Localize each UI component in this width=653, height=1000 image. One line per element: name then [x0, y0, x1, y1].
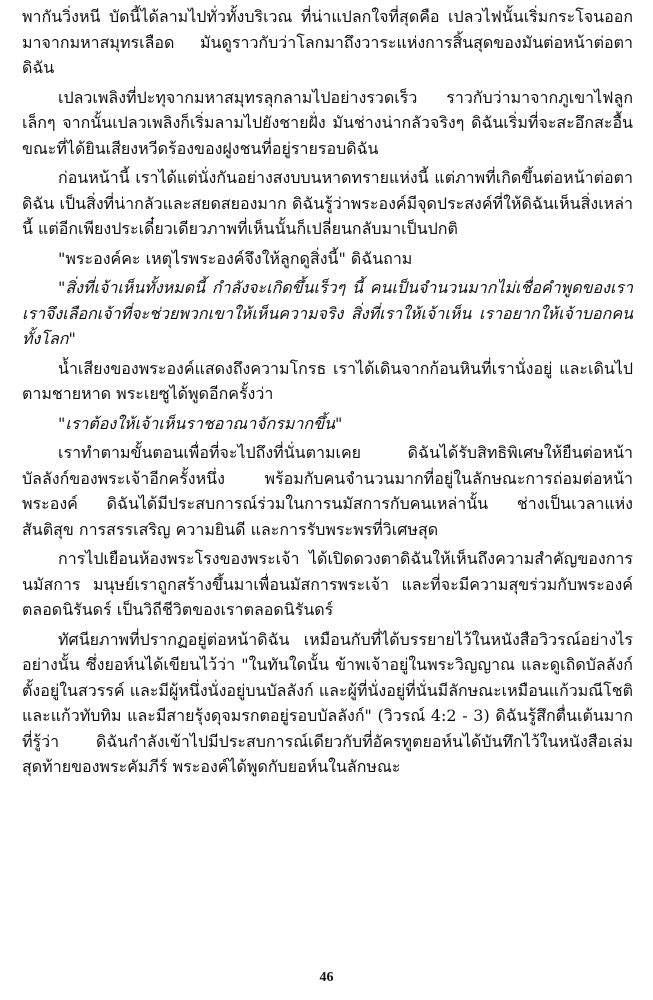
- paragraph-kingdom-quote: "เราต้องให้เจ้าเห็นราชอาณาจักรมากขึ้น": [58, 413, 343, 433]
- page-number: 46: [319, 970, 334, 985]
- paragraph-question: "พระองค์คะ เหตุไรพระองค์จึงให้ลูกดูสิ่งนี้" ดิฉันถาม: [58, 248, 413, 268]
- paragraph-worship: การไปเยือนห้องพระโรงของพระเจ้า ได้เปิดดวงตาดิฉันให้เห็นถึงความสำคัญของการนมัสการ มนุษย์เราถูกสร้างขึ้นมาเพื่อนมัสการพระเจ้า และที่จะมีความสุขร่วมกับพระองค์ตลอดนิรันดร์ เป็นวิถีชีวิตของเราตลอดนิรันดร์: [22, 549, 633, 619]
- paragraph-before-throne: เราทำตามขั้นตอนเพื่อที่จะไปถึงที่นั่นตามเคย ดิฉันได้รับสิทธิพิเศษให้ยืนต่อหน้าบัลลังก์ของพระเจ้าอีกครั้งหนึ่ง พร้อมกับคนจำนวนมากที่อยู่ในลักษณะการถ่อมต่อหน้าพระองค์ ดิฉันได้มีประสบการณ์ร่วมในการนมัสการกับคนเหล่านั้น ช่างเป็นเวลาแห่งสันติสุข การสรรเสริญ ความยินดี และการรับพระพรที่วิเศษสุด: [22, 443, 633, 539]
- paragraph-jesus-answer: "สิ่งที่เจ้าเห็นทั้งหมดนี้ กำลังจะเกิดขึ้นเร็วๆ นี้ คนเป็นจำนวนมากไม่เชื่อคำพูดของเรา เราจึงเลือกเจ้าที่จะช่วยพวกเขาให้เห็นความจริง สิ่งที่เราให้เจ้าเห็น เราอยากให้เจ้าบอกคนทั้งโลก": [22, 278, 633, 348]
- paragraph-fire-spreading: พากันวิ่งหนี บัดนี้ได้ลามไปทั่วทั้งบริเวณ ที่น่าแปลกใจที่สุดคือ เปลวไฟนั้นเริ่มกระโจนออกมาจากมหาสมุทรเลือด มันดูราวกับว่าโลกมาถึงวาระแห่งการสิ้นสุดของมันต่อหน้าต่อตาดิฉัน: [22, 7, 633, 77]
- paragraph-flames-from-ocean: เปลวเพลิงที่ปะทุจากมหาสมุทรลุกลามไปอย่างรวดเร็ว ราวกับว่ามาจากภูเขาไฟลูกเล็กๆ จากนั้นเปลวเพลิงก็เริ่มลามไปยังชายฝั่ง มันช่างน่ากลัวจริงๆ ดิฉันเริ่มที่จะสะอึกสะอื้น ขณะที่ได้ยินเสียงหวีดร้องของฝูงชนที่อยู่รายรอบดิฉัน: [22, 87, 633, 158]
- paragraph-revelation: ทัศนียภาพที่ปรากฏอยู่ต่อหน้าดิฉัน เหมือนกับที่ได้บรรยายไว้ในหนังสือวิวรณ์อย่างไรอย่างนั้น ซึ่งยอห์นได้เขียนไว้ว่า "ในทันใดนั้น ข้าพเจ้าอยู่ในพระวิญญาณ และดูเถิดบัลลังก์ตั้งอยู่ในสวรรค์ และมีผู้หนึ่งนั่งอยู่บนบัลลังก์ และผู้ที่นั่งอยู่ที่นั่นมีลักษณะเหมือนแก้วมณีโชติ และแก้วทับทิม และมีสายรุ้งดุจมรกตอยู่รอบบัลลังก์" (วิวรณ์ 4:2 - 3) ดิฉันรู้สึกตื่นเต้นมากที่รู้ว่า ดิฉันกำลังเข้าไปมีประสบการณ์เดียวกับที่อัครทูตยอห์นได้บันทึกไว้ในหนังสือเล่มสุดท้ายของพระคัมภีร์ พระองค์ได้พูดกับยอห์นในลักษณะ: [22, 629, 633, 776]
- paragraph-angry-voice: น้ำเสียงของพระองค์แสดงถึงความโกรธ เราได้เดินจากก้อนหินที่เรานั่งอยู่ และเดินไปตามชายหาด พระเยซูได้พูดอีกครั้งว่า: [22, 358, 633, 403]
- paragraph-on-the-beach: ก่อนหน้านี้ เราได้แต่นั่งกันอย่างสงบบนหาดทรายแห่งนี้ แต่ภาพที่เกิดขึ้นต่อหน้าต่อตาดิฉัน เป็นสิ่งที่น่ากลัวและสยดสยองมาก ดิฉันรู้ว่าพระองค์มีจุดประสงค์ที่ให้ดิฉันเห็นสิ่งเหล่านี้ แต่อีกเพียงประเดี๋ยวเดียวภาพที่เห็นนั้นก็เปลี่ยนกลับมาเป็นปกติ: [22, 168, 633, 238]
